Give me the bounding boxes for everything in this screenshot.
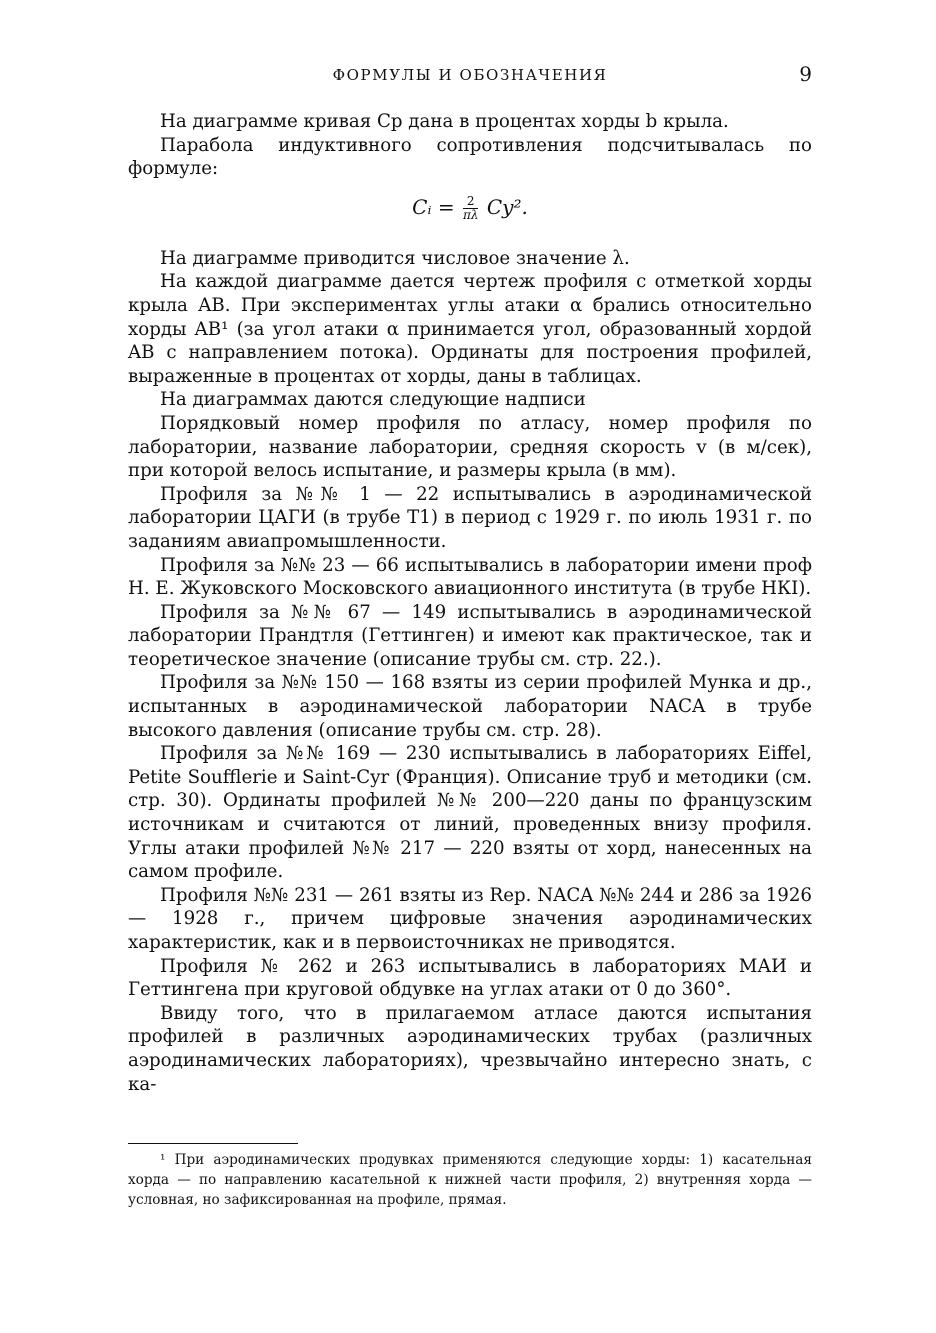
footnote-separator <box>128 1143 298 1144</box>
formula-rhs: Cy². <box>486 194 528 219</box>
paragraph: На диаграмме приводится числовое значение λ. <box>160 247 630 269</box>
paragraph: Порядковый номер профиля по атласу, номер профиля по лаборатории, название лаборатории, средняя скорость v (в м/сек), при которой велось испытание, и размеры крыла (в мм). <box>128 412 812 482</box>
paragraph: На диаграмме кривая Cp дана в процентах хорды b крыла. <box>160 111 729 132</box>
formula-induced-drag <box>128 187 812 231</box>
formula-equals: = <box>437 194 455 219</box>
body-text <box>128 110 812 1096</box>
formula-expression <box>412 195 528 222</box>
paragraph: Профиля № 262 и 263 испытывались в лабораториях МАИ и Геттингена при круговой обдувке на углах атаки от 0 до 360°. <box>128 955 812 1001</box>
formula-lhs: Cᵢ <box>412 194 432 219</box>
page-number: 9 <box>799 62 812 86</box>
paragraph: Ввиду того, что в прилагаемом атласе даются испытания профилей в различных аэродинамических трубах (различных аэродинамических лабораториях), чрезвычайно интересно знать, с ка- <box>128 1002 812 1095</box>
paragraph: Парабола индуктивного сопротивления подсчитывалась по формуле: <box>128 134 812 180</box>
running-title: ФОРМУЛЫ И ОБОЗНАЧЕНИЯ <box>332 66 608 84</box>
paragraph: Профиля №№ 231 — 261 взяты из Rep. NACA №№ 244 и 286 за 1926 — 1928 г., причем цифровые значения аэродинамических характеристик, как и в первоисточниках не приводятся. <box>128 884 812 953</box>
fraction-denominator: πλ <box>462 207 479 222</box>
fraction-numerator: 2 <box>463 195 479 209</box>
paragraph: Профиля за №№ 23 — 66 испытывались в лаборатории имени проф Н. Е. Жуковского Московского авиационного института (в трубе НКI). <box>128 554 812 600</box>
paragraph: Профиля за №№ 150 — 168 взяты из серии профилей Мунка и др., испытанных в аэродинамической лаборатории NACA в трубе высокого давления (описание трубы см. стр. 28). <box>128 672 812 741</box>
paragraph: Профиля за №№ 169 — 230 испытывались в лабораториях Eiffel, Petite Soufflerie и Saint-Cyr (Франция). Описание труб и методики (см. стр. 30). Ординаты профилей №№ 200—220 даны по французским источникам и считаются от линий, проведенных внизу профиля. Углы атаки профилей №№ 217 — 220 взяты от хорд, нанесенных на самом профиле. <box>128 743 812 883</box>
page-header <box>128 62 812 86</box>
footnote: ¹ При аэродинамических продувках применяются следующие хорды: 1) касательная хорда — по направлению касательной к нижней части профиля, 2) внутренняя хорда — условная, но зафиксированная на профиле, прямая. <box>128 1152 812 1208</box>
footnotes <box>128 1150 812 1210</box>
formula-fraction <box>463 195 479 222</box>
paragraph: Профиля за №№ 67 — 149 испытывались в аэродинамической лаборатории Прандтля (Геттинген) и имеют как практическое, так и теоретическое значение (описание трубы см. стр. 22.). <box>128 601 812 670</box>
paragraph: На каждой диаграмме дается чертеж профиля с отметкой хорды крыла AB. При экспериментах углы атаки α брались относительно хорды AB¹ (за угол атаки α принимается угол, образованный хордой AB с направлением потока). Ординаты для построения профилей, выраженные в процентах от хорды, даны в таблицах. <box>128 271 812 387</box>
paragraph: На диаграммах даются следующие надписи <box>160 389 586 411</box>
paragraph: Профиля за №№ 1 — 22 испытывались в аэродинамической лаборатории ЦАГИ (в трубе Т1) в период с 1929 г. по июль 1931 г. по заданиям авиапромышленности. <box>128 483 812 552</box>
